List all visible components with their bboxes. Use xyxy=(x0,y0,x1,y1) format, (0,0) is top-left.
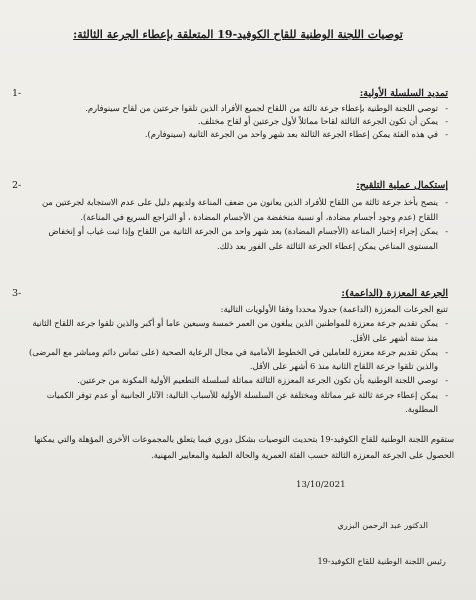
section-3-heading: الجرعة المعززة (الداعمة): xyxy=(341,288,448,299)
section-3-bullet: - يمكن تقديم جرعة معززة للعاملين في الخطوط الأمامية في مجال الرعاية الصحية (على تماس دائم ومباشر مع المرضى) xyxy=(22,345,448,359)
section-3-bullet: - يمكن إعطاء جرعة ثالثة غير مماثلة ومختلفة عن السلسلة الأولية للأسباب التالية: الآثار الجانبية أو عدم توفر الكميات xyxy=(22,388,448,402)
section-3-continuation: منذ ستة أشهر على الأقل. xyxy=(350,332,438,343)
section-2-heading: إستكمال عملية التلقيح: xyxy=(356,180,448,191)
signer-name: الدكتور عبد الرحمن البزري xyxy=(337,520,428,530)
section-1-bullet: - في هذه الفئة يمكن إعطاء الجرعة الثالثة بعد شهر واحد من الجرعة الثانية (سينوفارم). xyxy=(22,128,448,141)
section-3-bullet: - توصي اللجنة الوطنية بأن تكون الجرعة المعززة الثالثة مماثلة لسلسلة التطعيم الأولية المكونة من جرعتين. xyxy=(22,373,448,387)
section-2-bullet: - يمكن إجراء إختبار المناعة (الأجسام المضادة) بعد شهر واحد من الجرعة الثانية من اللقاح وإذا ثبت غياب أو إنخفاض xyxy=(22,224,448,239)
section-1-body xyxy=(22,102,448,141)
signer-role: رئيس اللجنة الوطنية للقاح الكوفيد-19 xyxy=(317,556,446,566)
section-3-body xyxy=(22,302,448,416)
section-1-bullet: - توصي اللجنة الوطنية بإعطاء جرعة ثالثة من اللقاح لجميع الأفراد الذين تلقوا جرعتين من لقاح سينوفارم. xyxy=(22,102,448,115)
closing-line: ستقوم اللجنة الوطنية للقاح الكوفيد-19 بتحديث التوصيات بشكل دوري فيما يتعلق بالمجموعات الأخرى المؤهلة والتي يمكنها xyxy=(34,434,454,444)
section-2-bullet: - ينصح بأخذ جرعة ثالثة من اللقاح للأفراد الذين يعانون من ضعف المناعة ولديهم دليل على عدم الاستجابة لجرعتين من xyxy=(22,195,448,210)
closing-line: الحصول على الجرعة المعززة الثالثة حسب الفئة العمرية والحالة الطبية والمعايير المهنية. xyxy=(151,449,454,460)
section-2-continuation: المستوى المناعي يمكن إعطاء الجرعة الثالثة على الفور بعد ذلك. xyxy=(216,240,438,251)
section-3-bullet: - يمكن تقديم جرعة معززة للمواطنين الذين يبلغون من العمر خمسة وسبعين عاما أو أكبر والذين تلقوا جرعة اللقاح الثانية xyxy=(22,316,448,330)
section-3-continuation: والذين تلقوا جرعة اللقاح الثانية منذ 6 أشهر على الأقل. xyxy=(249,361,438,372)
section-3-intro: تتبع الجرعات المعززة (الداعمة) جدولا محددا وفقا الأولويات التالية: xyxy=(220,304,448,314)
section-2-continuation: اللقاح (عدم وجود أجسام مضادة، أو نسبة منخفضة من الأجسام المضادة ، أو التراجع السريع في المناعة). xyxy=(80,211,438,222)
section-1-heading: تمديد السلسلة الأولية: xyxy=(359,88,448,99)
document-date: 13/10/2021 xyxy=(296,480,346,490)
section-3-continuation: المطلوبة. xyxy=(405,403,438,414)
closing-paragraph xyxy=(18,432,454,464)
section-2-number: 2- xyxy=(12,180,22,191)
document-title: توصيات اللجنة الوطنية للقاح الكوفيد-19 المتعلقة بإعطاء الجرعة الثالثة: xyxy=(73,28,403,41)
section-2-body xyxy=(22,195,448,253)
section-3-number: 3- xyxy=(12,288,22,299)
section-1-number: 1- xyxy=(12,88,22,99)
section-1-bullet: - يمكن أن تكون الجرعة الثالثة لقاحا مماثلاً لأول جرعتين أو لقاح مختلف. xyxy=(22,115,448,128)
